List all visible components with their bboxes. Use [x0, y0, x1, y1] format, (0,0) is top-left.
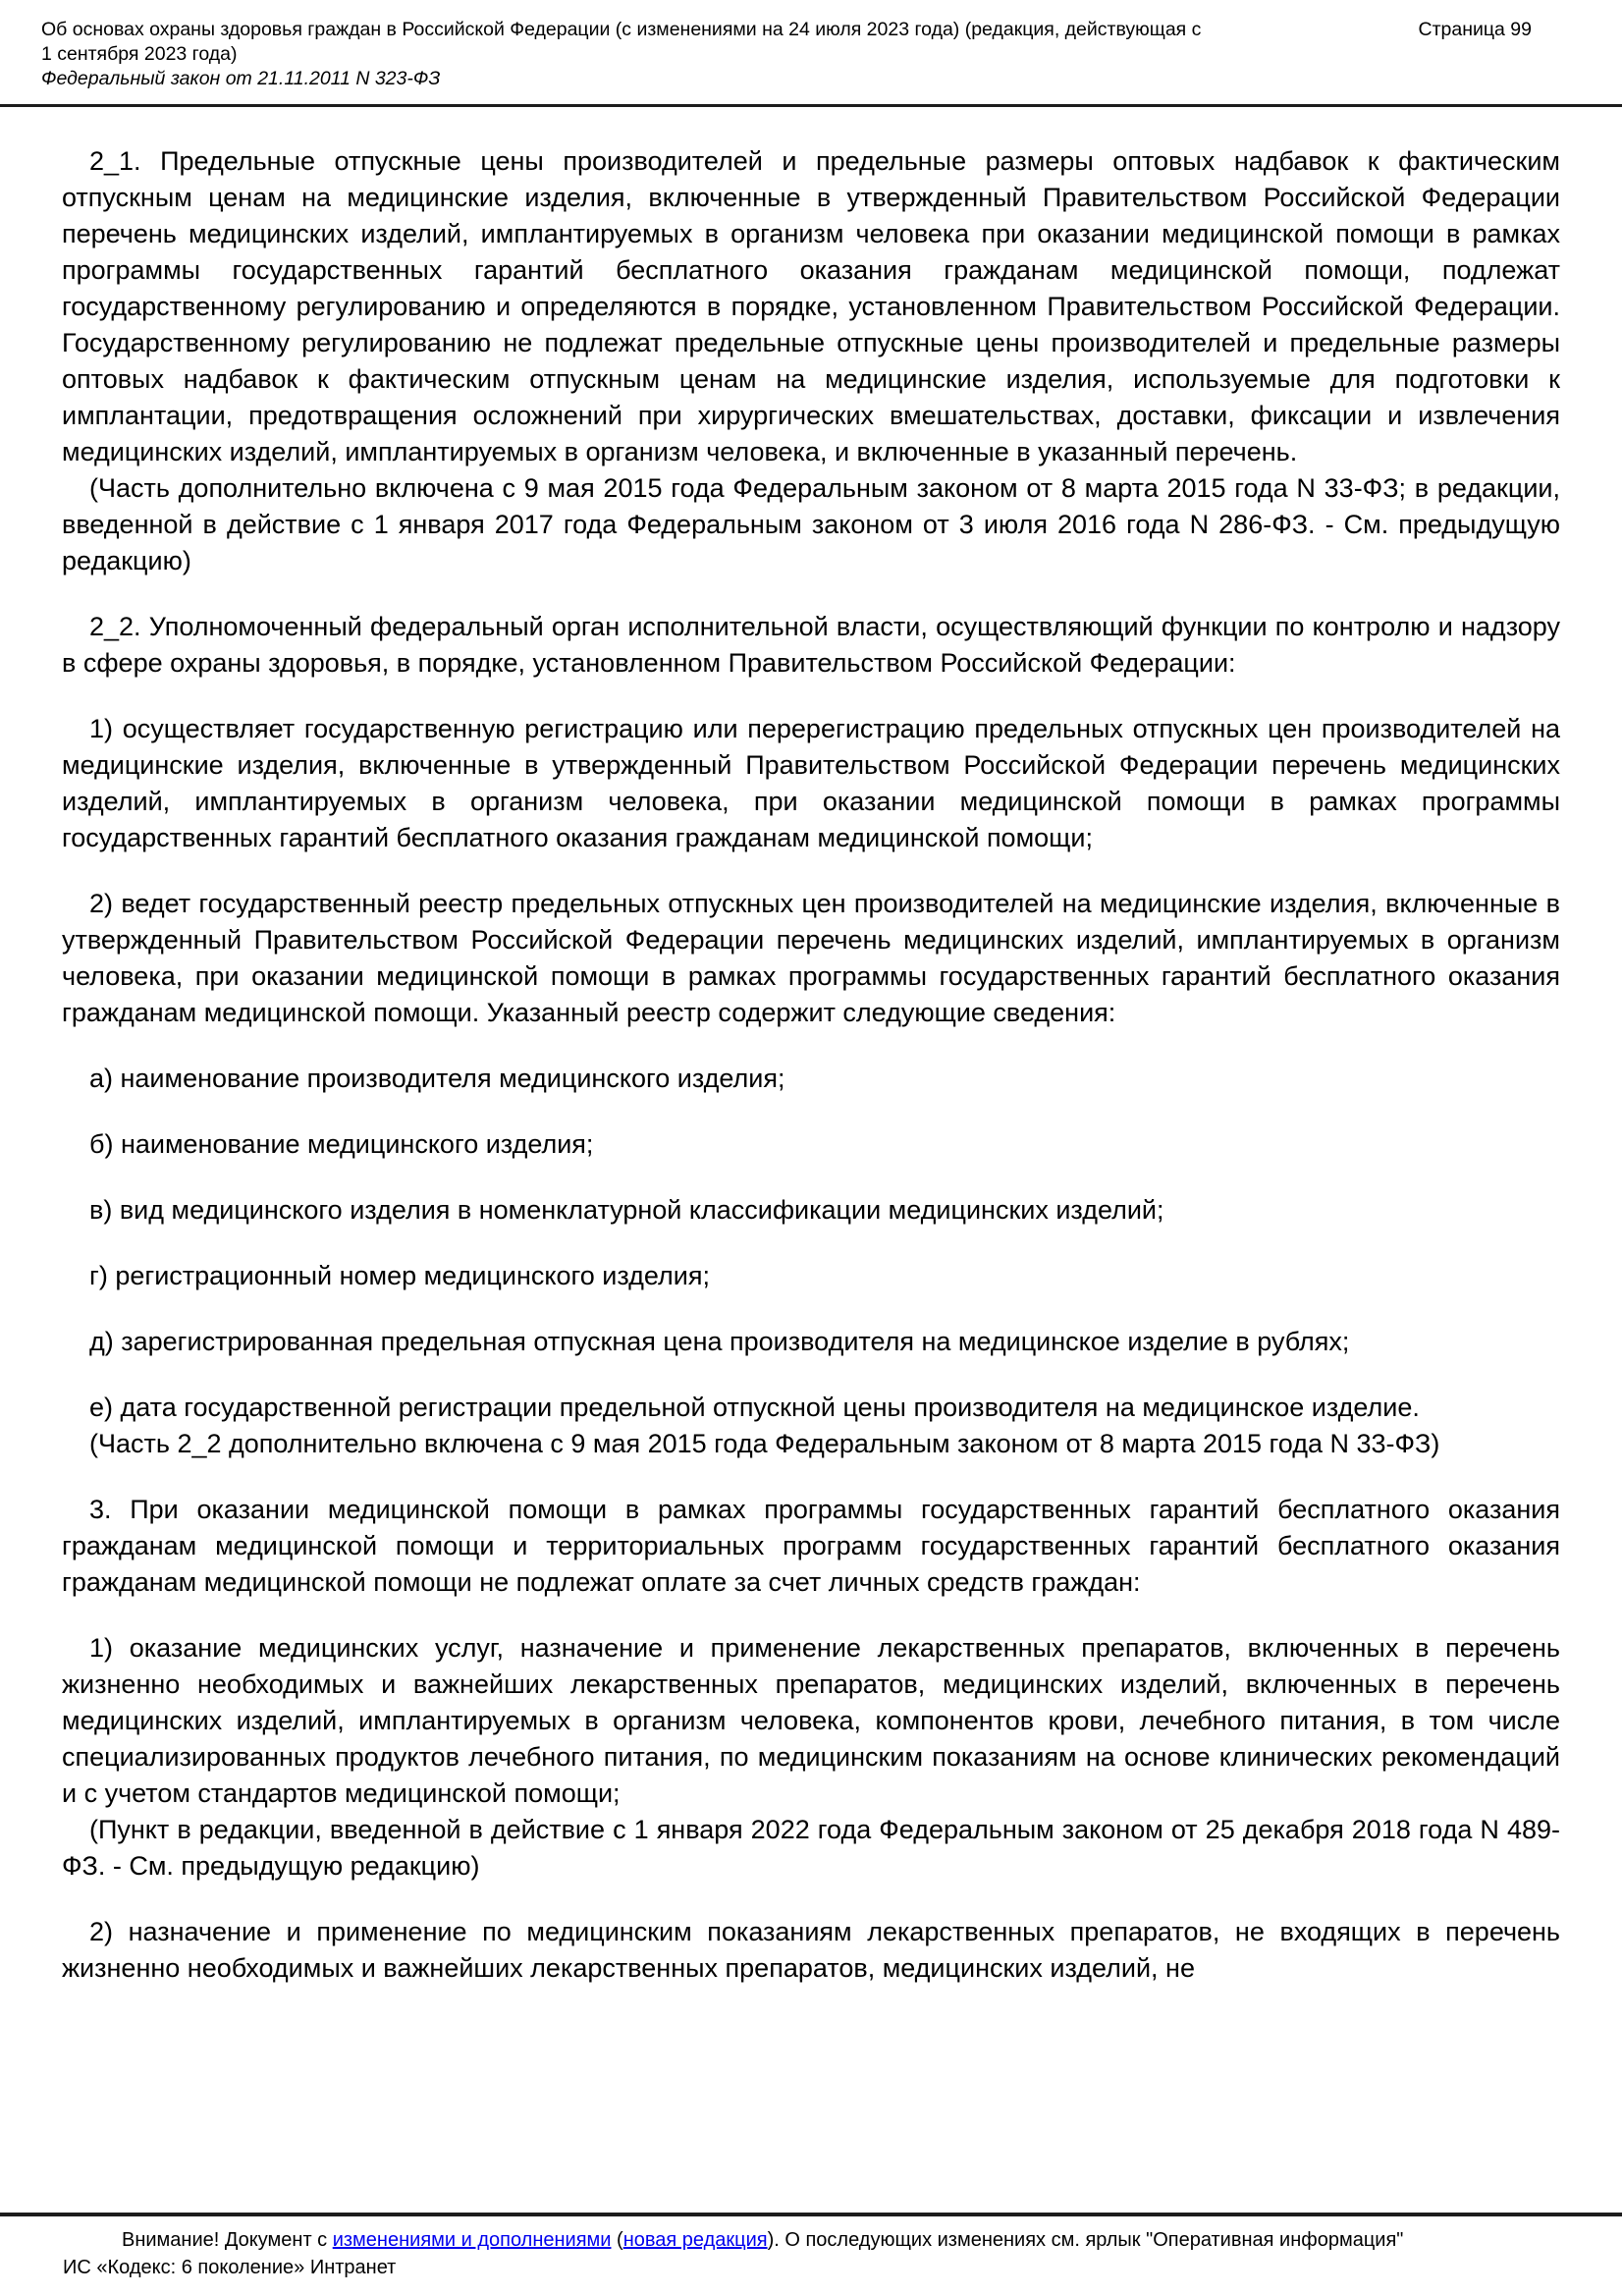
list-item-3-1: 1) оказание медицинских услуг, назначение и применение лекарственных препаратов, включенных в перечень жизненно необходимых и важнейших лекарственных препаратов, медицинских изделий, включенных в перечень медицинских изделий, имплантируемых в организм человека, компонентов крови, лечебного питания, в том числе специализированных продуктов лечебного питания, по медицинским показаниям на основе клинических рекомендаций и с учетом стандартов медицинской помощи; — [62, 1633, 1560, 1808]
list-item-3-2: 2) назначение и применение по медицинским показаниям лекарственных препаратов, не входящих в перечень жизненно необходимых и важнейших лекарственных препаратов, медицинских изделий, не — [62, 1917, 1560, 1983]
footer-notice-suffix: ). О последующих изменениях см. ярлык "Оперативная информация" — [767, 2229, 1404, 2251]
footer-notice-mid: ( — [611, 2229, 623, 2251]
note-paragraph-2_2: (Часть 2_2 дополнительно включена с 9 мая 2015 года Федеральным законом от 8 марта 2015 года N 33-ФЗ) — [89, 1429, 1440, 1458]
list-item-e: е) дата государственной регистрации предельной отпускной цены производителя на медицинское изделие. — [89, 1393, 1420, 1422]
list-item-d: д) зарегистрированная предельная отпускная цена производителя на медицинское изделие в рублях; — [89, 1327, 1350, 1356]
footer-notice-prefix: Внимание! Документ с — [122, 2229, 333, 2251]
list-item-a: а) наименование производителя медицинского изделия; — [89, 1064, 785, 1093]
document-body — [62, 143, 1560, 1987]
note-paragraph-2_1: (Часть дополнительно включена с 9 мая 2015 года Федеральным законом от 8 марта 2015 года N 33-ФЗ; в редакции, введенной в действие с 1 января 2017 года Федеральным законом от 3 июля 2016 года N 286-ФЗ. - См. предыдущую редакцию) — [62, 473, 1560, 575]
information-system-label: ИС «Кодекс: 6 поколение» Интранет — [63, 2257, 397, 2278]
list-item-v: в) вид медицинского изделия в номенклатурной классификации медицинских изделий; — [89, 1195, 1164, 1225]
list-item-2: 2) ведет государственный реестр предельных отпускных цен производителей на медицинские изделия, включенные в утвержденный Правительством Российской Федерации перечень медицинских изделий, имплантируемых в организм человека, при оказании медицинской помощи в рамках программы государственных гарантий бесплатного оказания гражданам медицинской помощи. Указанный реестр содержит следующие сведения: — [62, 889, 1560, 1027]
document-subtitle: Федеральный закон от 21.11.2011 N 323-ФЗ — [41, 68, 441, 89]
footer-notice — [122, 2227, 1583, 2253]
note-paragraph-3-1: (Пункт в редакции, введенной в действие с 1 января 2022 года Федеральным законом от 25 декабря 2018 года N 489-ФЗ. - См. предыдущую редакцию) — [62, 1815, 1560, 1881]
paragraph-3: 3. При оказании медицинской помощи в рамках программы государственных гарантий бесплатного оказания гражданам медицинской помощи и территориальных программ государственных гарантий бесплатного оказания гражданам медицинской помощи не подлежат оплате за счет личных средств граждан: — [62, 1495, 1560, 1597]
document-title: Об основах охраны здоровья граждан в Российской Федерации (с изменениями на 24 июля 2023 года) (редакция, действующая с 1 сентября 2023 года) — [41, 19, 1202, 65]
changes-and-additions-link[interactable]: изменениями и дополнениями — [332, 2229, 612, 2251]
list-item-1: 1) осуществляет государственную регистрацию или перерегистрацию предельных отпускных цен производителей на медицинские изделия, включенные в утвержденный Правительством Российской Федерации перечень медицинских изделий, имплантируемых в организм человека, при оказании медицинской помощи в рамках программы государственных гарантий бесплатного оказания гражданам медицинской помощи; — [62, 714, 1560, 852]
new-edition-link[interactable]: новая редакция — [622, 2229, 768, 2251]
page-header — [0, 0, 1622, 91]
list-item-g: г) регистрационный номер медицинского изделия; — [89, 1261, 710, 1290]
header-titles — [41, 18, 1205, 91]
header-divider — [0, 104, 1622, 107]
page-footer — [0, 2213, 1622, 2280]
page-number: Страница 99 — [1418, 19, 1532, 40]
paragraph-2_2: 2_2. Уполномоченный федеральный орган исполнительной власти, осуществляющий функции по контролю и надзору в сфере охраны здоровья, в порядке, установленном Правительством Российской Федерации: — [62, 612, 1560, 678]
list-item-b: б) наименование медицинского изделия; — [89, 1129, 594, 1159]
paragraph-2_1: 2_1. Предельные отпускные цены производителей и предельные размеры оптовых надбавок к фактическим отпускным ценам на медицинские изделия, включенные в утвержденный Правительством Российской Федерации перечень медицинских изделий, имплантируемых в организм человека при оказании медицинской помощи в рамках программы государственных гарантий бесплатного оказания гражданам медицинской помощи, подлежат государственному регулированию и определяются в порядке, установленном Правительством Российской Федерации. Государственному регулированию не подлежат предельные отпускные цены производителей и предельные размеры оптовых надбавок к фактическим отпускным ценам на медицинские изделия, используемые для подготовки к имплантации, предотвращения осложнений при хирургических вмешательствах, доставки, фиксации и извлечения медицинских изделий, имплантируемых в организм человека, и включенные в указанный перечень. — [62, 146, 1560, 466]
